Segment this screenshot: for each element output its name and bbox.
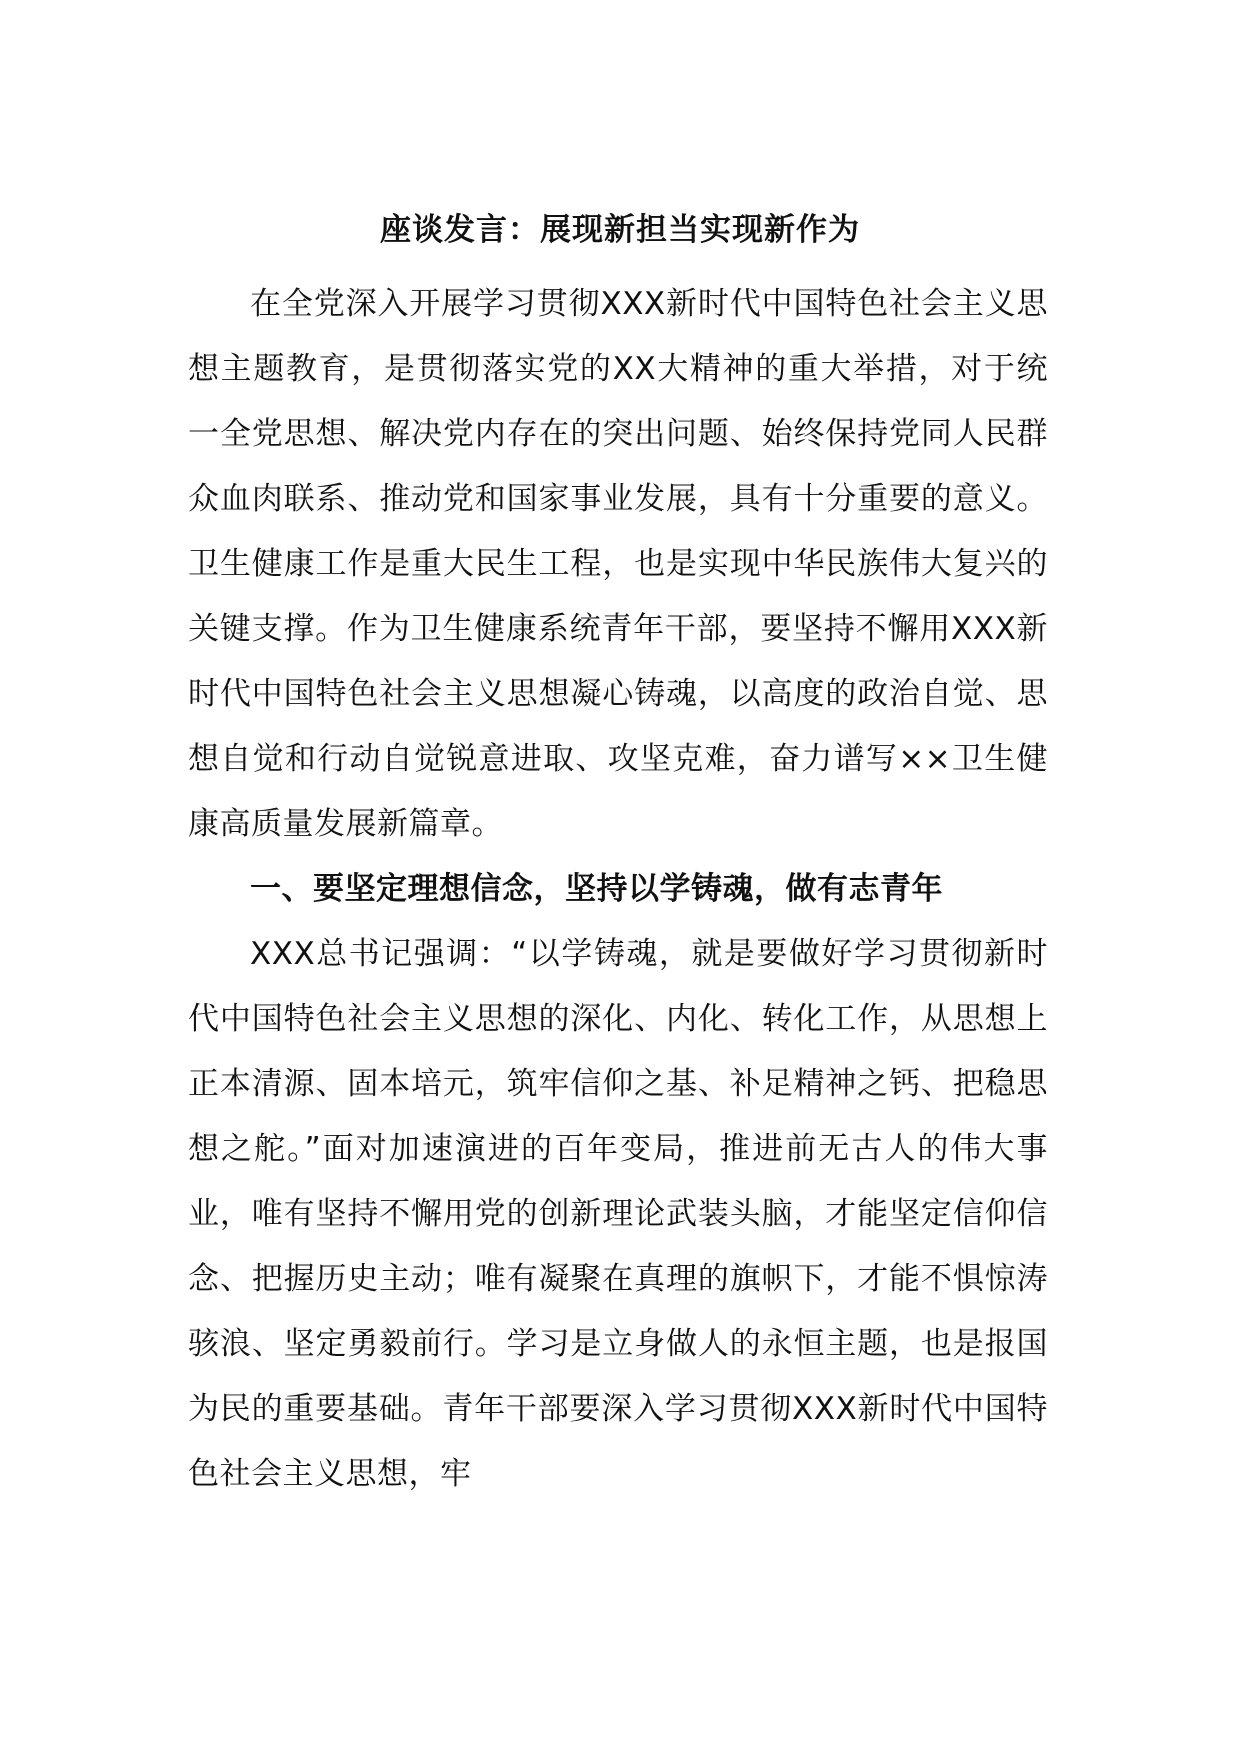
section-heading: 一、要坚定理想信念，坚持以学铸魂，做有志青年 [250, 871, 943, 907]
document-title: 座谈发言：展现新担当实现新作为 [380, 212, 860, 248]
section-paragraph: XXX总书记强调：“以学铸魂，就是要做好学习贯彻新时代中国特色社会主义思想的深化、内化、转化工作，从思想上正本清源、固本培元，筑牢信仰之基、补足精神之钙、把稳思想之舵。”面对加速演进的百年变局，推进前无古人的伟大事业，唯有坚持不懈用党的创新理论武装头脑，才能坚定信仰信念、把握历史主动；唯有凝聚在真理的旗帜下，才能不惧惊涛骇浪、坚定勇毅前行。学习是立身做人的永恒主题，也是报国为民的重要基础。青年干部要深入学习贯彻XXX新时代中国特色社会主义思想，牢 [188, 936, 1048, 1492]
document-body [188, 272, 1048, 1507]
intro-paragraph: 在全党深入开展学习贯彻XXX新时代中国特色社会主义思想主题教育，是贯彻落实党的XX大精神的重大举措，对于统一全党思想、解决党内存在的突出问题、始终保持党同人民群众血肉联系、推动党和国家事业发展，具有十分重要的意义。卫生健康工作是重大民生工程，也是实现中华民族伟大复兴的关键支撑。作为卫生健康系统青年干部，要坚持不懈用XXX新时代中国特色社会主义思想凝心铸魂，以高度的政治自觉、思想自觉和行动自觉锐意进取、攻坚克难，奋力谱写××卫生健康高质量发展新篇章。 [188, 286, 1048, 842]
